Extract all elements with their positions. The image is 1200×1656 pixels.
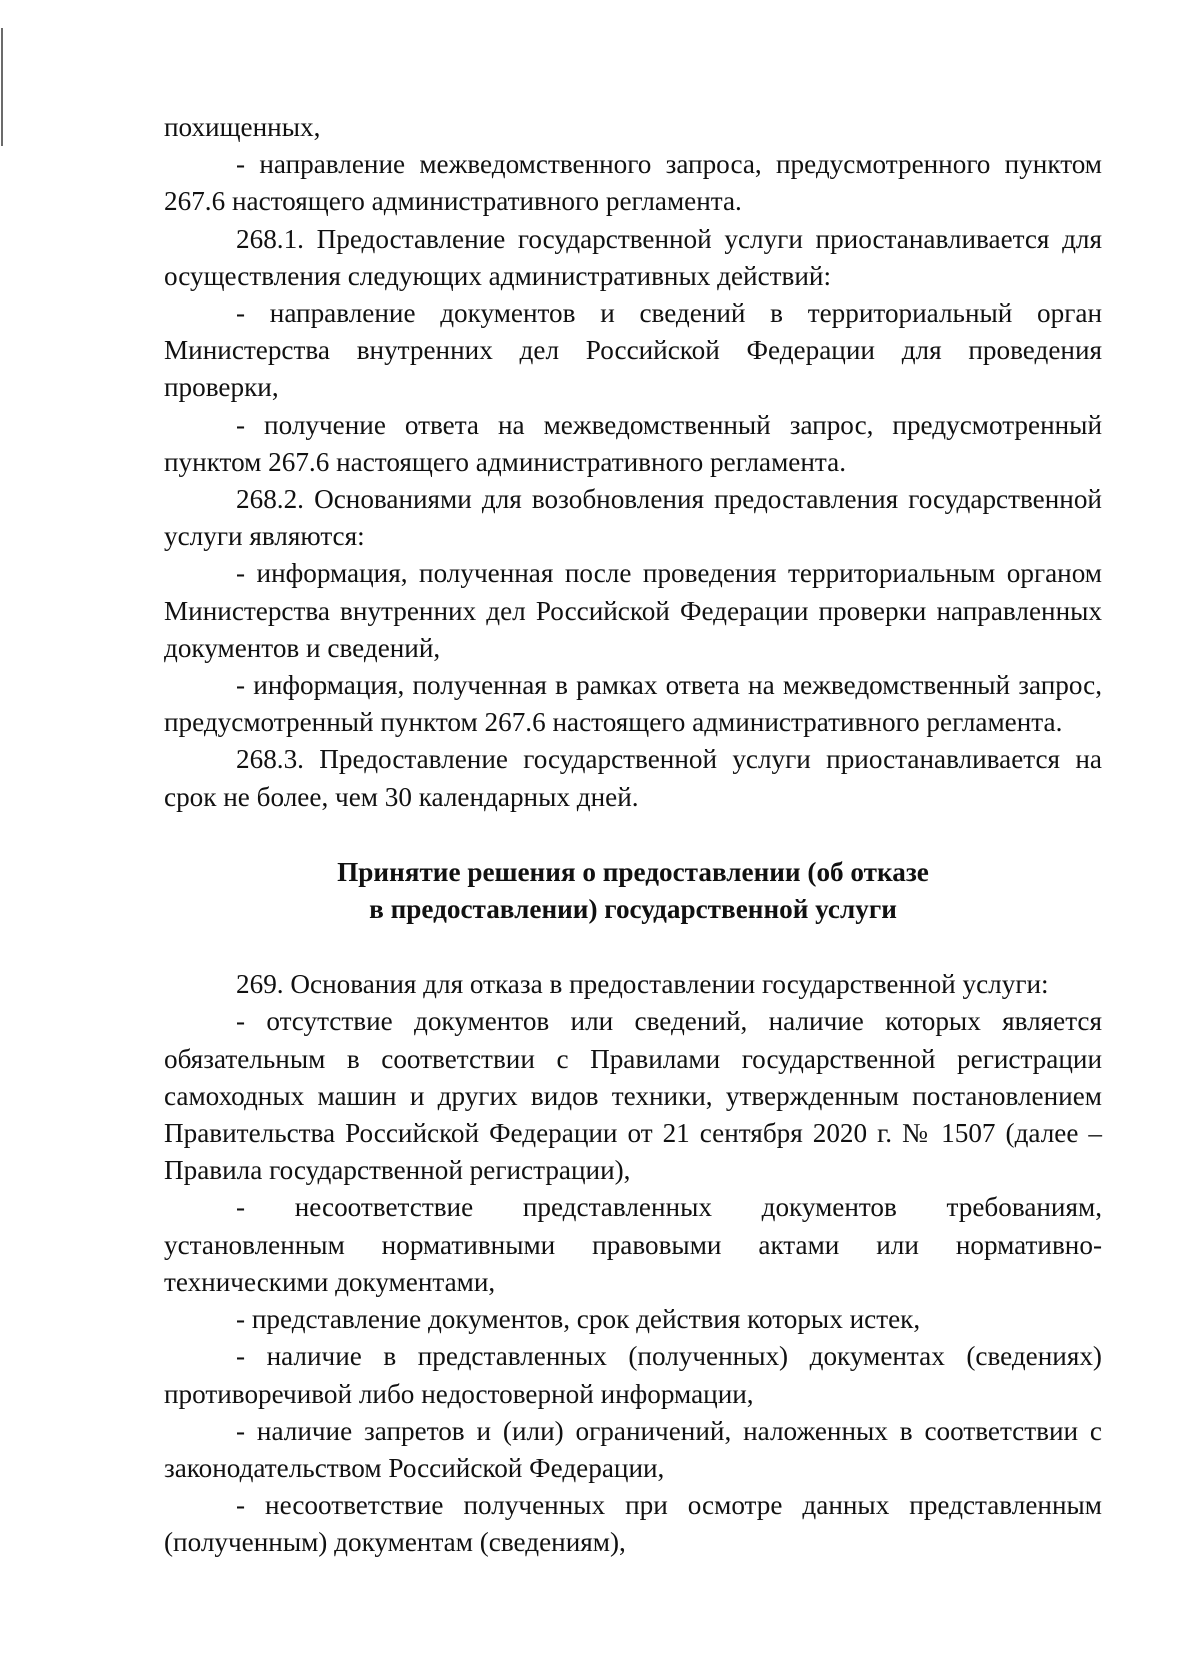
- paragraph: - несоответствие полученных при осмотре данных представленным (полученным) документам (сведениям),: [164, 1490, 1102, 1558]
- paragraph: - наличие запретов и (или) ограничений, наложенных в соответствии с законодательством Российской Федерации,: [164, 1415, 1102, 1483]
- document-body: [164, 109, 1102, 1562]
- paragraph: - направление документов и сведений в территориальный орган Министерства внутренних дел Российской Федерации для проведения проверки,: [164, 298, 1102, 403]
- paragraph: - информация, полученная в рамках ответа на межведомственный запрос, предусмотренный пунктом 267.6 настоящего административного регламента.: [164, 670, 1102, 738]
- paragraph: - направление межведомственного запроса, предусмотренного пунктом 267.6 настоящего административного регламента.: [164, 149, 1102, 217]
- section-heading: [164, 854, 1102, 928]
- paragraph: - отсутствие документов или сведений, наличие которых является обязательным в соответствии с Правилами государственной регистрации самоходных машин и других видов техники, утвержденным постановлением Правительства Российской Федерации от 21 сентября 2020 г. № 1507 (далее – Правила государственной регистрации),: [164, 1006, 1102, 1186]
- paragraph: 268.3. Предоставление государственной услуги приостанавливается на срок не более, чем 30 календарных дней.: [164, 744, 1102, 812]
- paragraph: 269. Основания для отказа в предоставлении государственной услуги:: [236, 969, 1049, 1000]
- scan-edge-mark: [1, 28, 3, 146]
- paragraph: 268.1. Предоставление государственной услуги приостанавливается для осуществления следующих административных действий:: [164, 223, 1102, 291]
- section-heading-line: Принятие решения о предоставлении (об отказе: [337, 856, 929, 887]
- paragraph: похищенных,: [164, 112, 321, 142]
- paragraph: 268.2. Основаниями для возобновления предоставления государственной услуги являются:: [164, 484, 1102, 552]
- section-heading-line: в предоставлении) государственной услуги: [369, 894, 897, 925]
- paragraph: - представление документов, срок действия которых истек,: [236, 1304, 921, 1335]
- paragraph: - получение ответа на межведомственный запрос, предусмотренный пунктом 267.6 настоящего административного регламента.: [164, 409, 1102, 477]
- paragraph: - информация, полученная после проведения территориальным органом Министерства внутренних дел Российской Федерации проверки направленных документов и сведений,: [164, 558, 1102, 663]
- paragraph: - наличие в представленных (полученных) документах (сведениях) противоречивой либо недостоверной информации,: [164, 1341, 1102, 1409]
- paragraph: - несоответствие представленных документов требованиям, установленным нормативными правовыми актами или нормативно-техническими документами,: [164, 1192, 1102, 1297]
